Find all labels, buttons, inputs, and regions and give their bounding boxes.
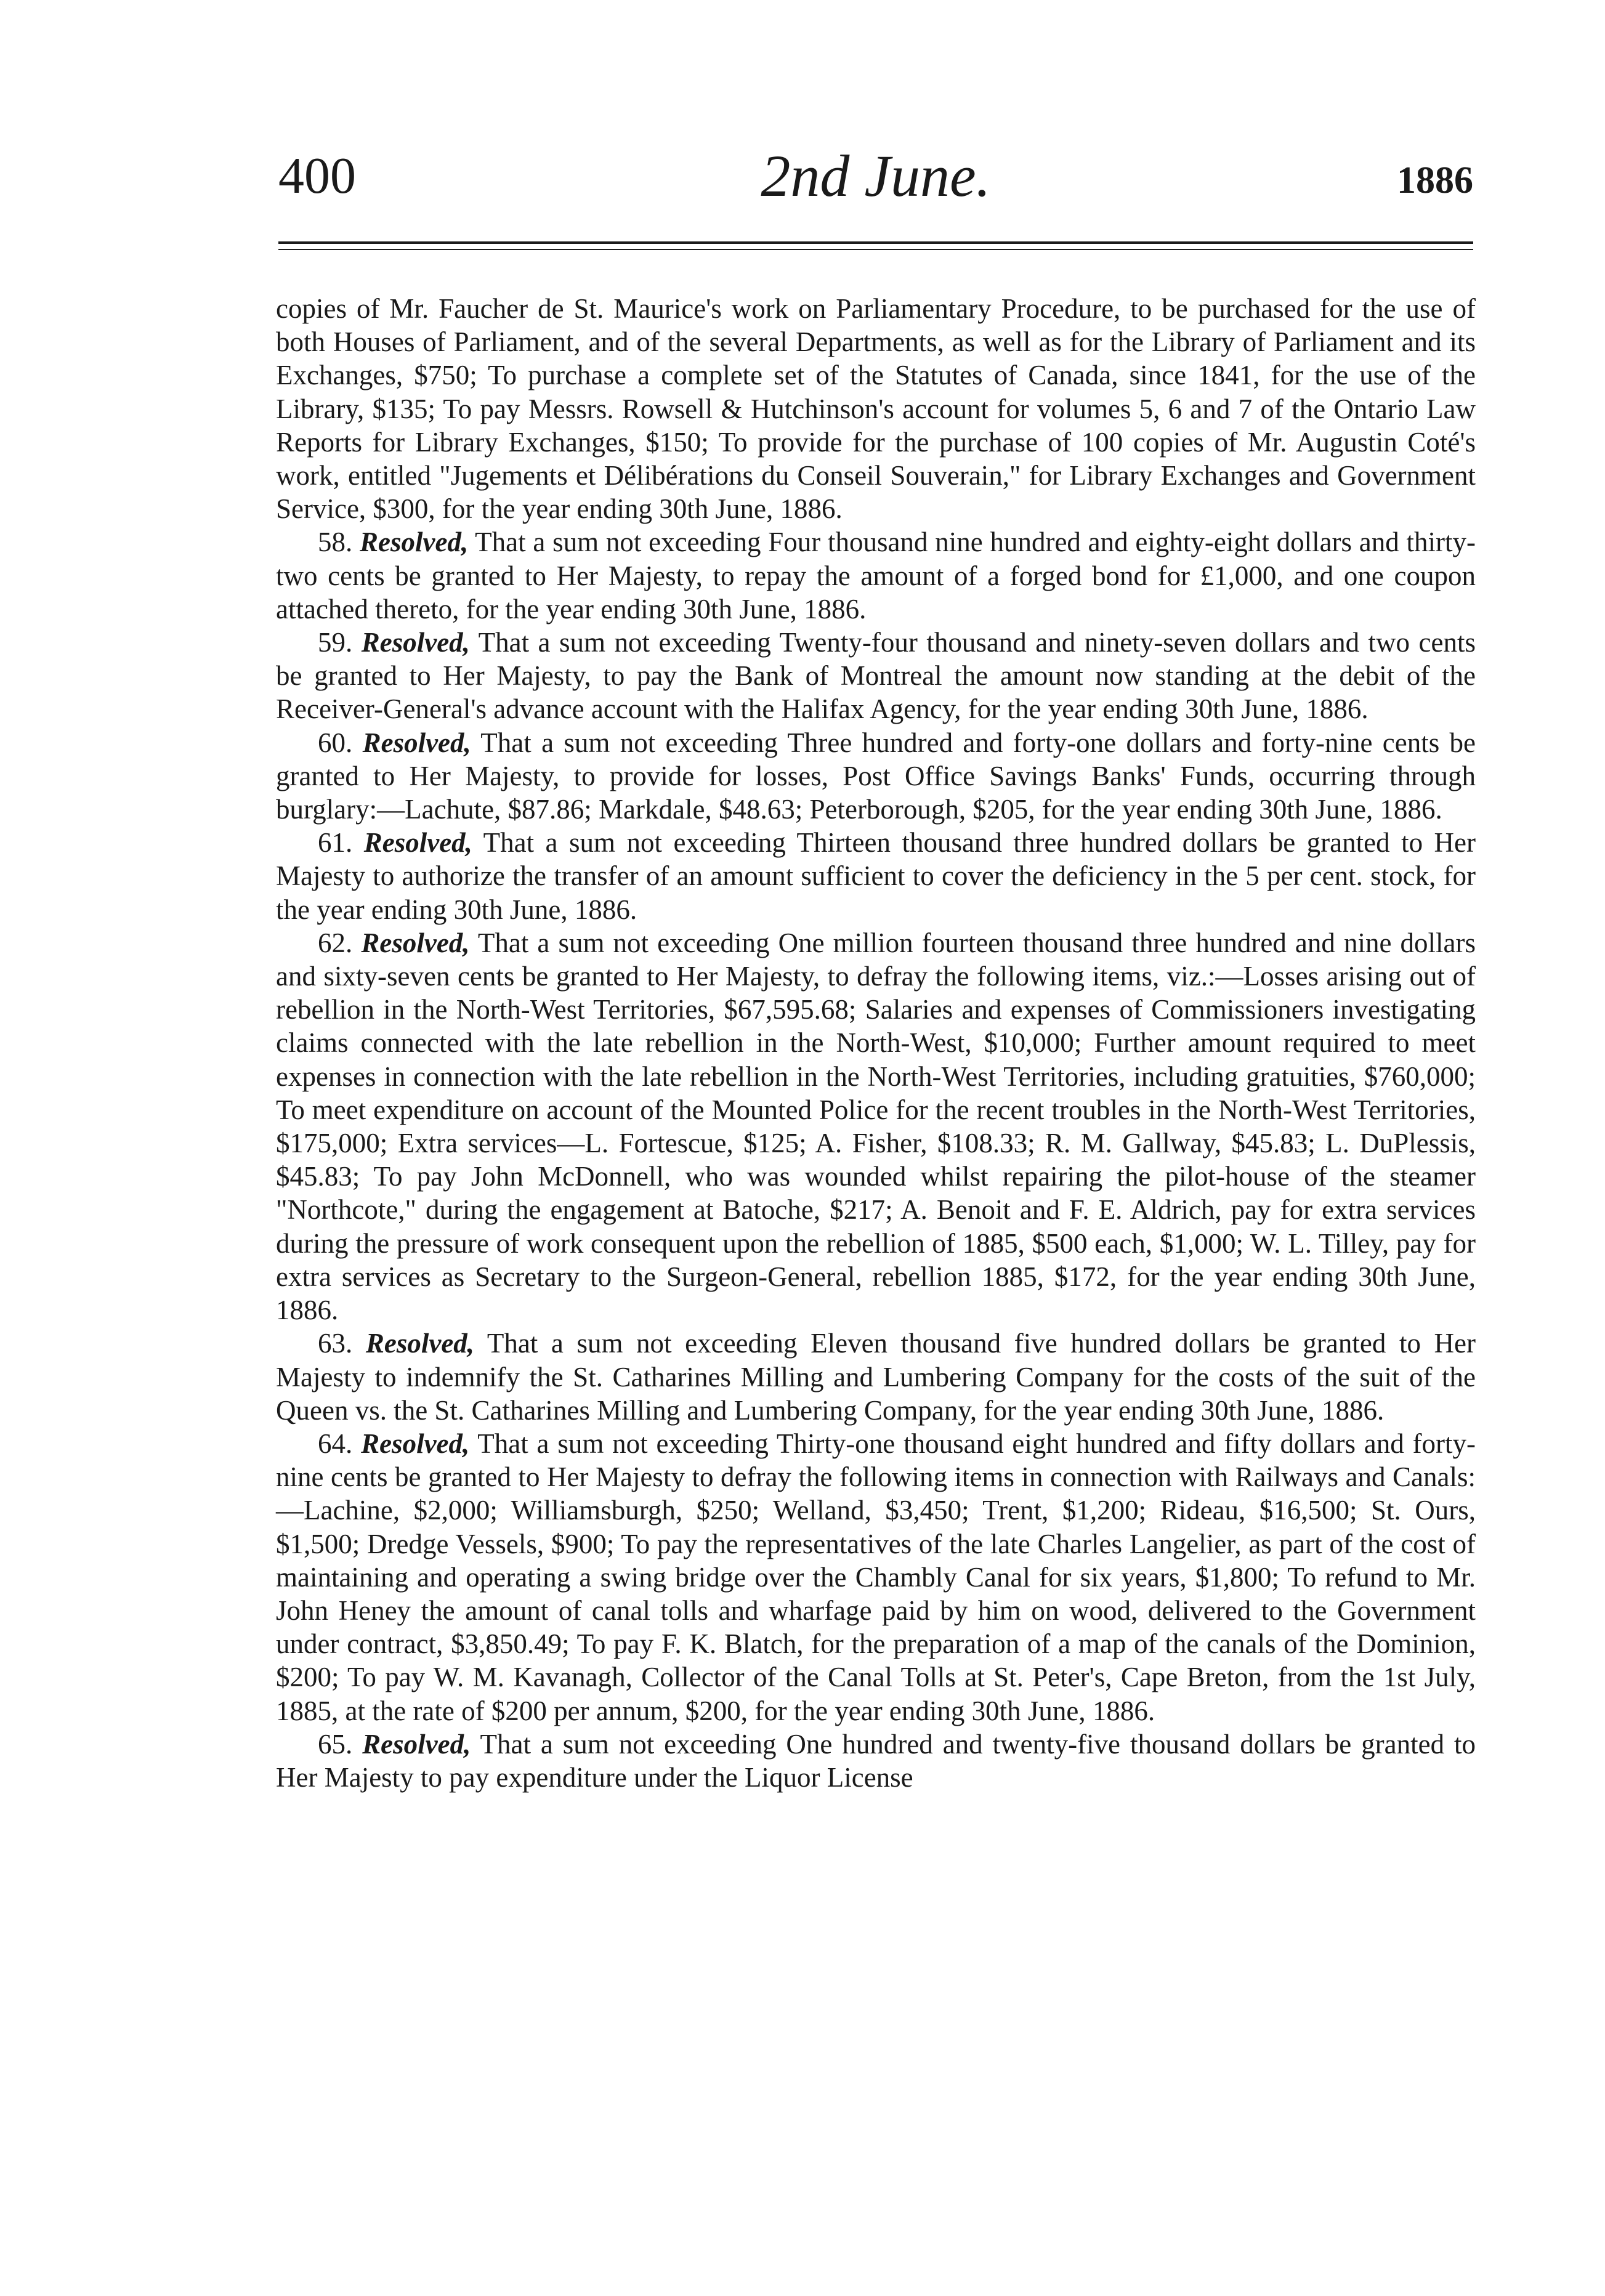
resolution-62: [276, 926, 1476, 1327]
resolution-60: [276, 726, 1476, 827]
resolution-number: 61.: [318, 827, 353, 859]
resolution-text: That a sum not exceeding One hundred and twenty-five thousand dollars be granted to Her Majesty to pay expenditure under the Liquor License: [276, 1728, 1476, 1793]
resolution-number: 63.: [318, 1328, 353, 1359]
resolution-text: That a sum not exceeding Twenty-four thousand and ninety-seven dollars and two cents be granted to Her Majesty, to pay the Bank of Montreal the amount now standing at the debit of the Receiver-General's advance account with the Halifax Agency, for the year ending 30th June, 1886.: [276, 627, 1476, 725]
resolution-64: [276, 1427, 1476, 1728]
resolved-label: Resolved,: [361, 627, 470, 658]
resolved-label: Resolved,: [362, 1728, 471, 1760]
resolution-text: That a sum not exceeding Thirty-one thousand eight hundred and fifty dollars and forty-nine cents be granted to Her Majesty to defray the following items in connection with Railways and Canals:—Lachine, $2,000; Williamsburgh, $250; Welland, $3,450; Trent, $1,200; Rideau, $16,500; St. Ours, $1,500; Dredge Vessels, $900; To pay the representatives of the late Charles Langelier, as part of the cost of maintaining and operating a swing bridge over the Chambly Canal for six years, $1,800; To refund to Mr. John Heney the amount of canal tolls and wharfage paid by him on wood, delivered to the Government under contract, $3,850.49; To pay F. K. Blatch, for the preparation of a map of the canals of the Dominion, $200; To pay W. M. Kavanagh, Collector of the Canal Tolls at St. Peter's, Cape Breton, from the 1st July, 1885, at the rate of $200 per annum, $200, for the year ending 30th June, 1886.: [276, 1428, 1476, 1726]
resolution-text: That a sum not exceeding Eleven thousand five hundred dollars be granted to Her Majesty to indemnify the St. Catharines Milling and Lumbering Company for the costs of the suit of the Queen vs. the St. Catharines Milling and Lumbering Company, for the year ending 30th June, 1886.: [276, 1328, 1476, 1426]
header-rule: [278, 241, 1473, 250]
resolution-59: [276, 626, 1476, 726]
resolution-number: 60.: [318, 727, 353, 758]
page-year: 1886: [1397, 160, 1473, 201]
continuation-paragraph: copies of Mr. Faucher de St. Maurice's work on Parliamentary Procedure, to be purchased for the use of both Houses of Parliament, and of the several Departments, as well as for the Library of Parliament and its Exchanges, $750; To purchase a complete set of the Statutes of Canada, since 1841, for the use of the Library, $135; To pay Messrs. Rowsell & Hutchinson's account for volumes 5, 6 and 7 of the Ontario Law Reports for Library Exchanges, $150; To provide for the purchase of 100 copies of Mr. Augustin Coté's work, entitled "Jugements et Délibérations du Conseil Souverain," for Library Exchanges and Government Service, $300, for the year ending 30th June, 1886.: [276, 293, 1476, 525]
resolution-text: That a sum not exceeding Thirteen thousand three hundred dollars be granted to Her Majesty to authorize the transfer of an amount sufficient to cover the deficiency in the 5 per cent. stock, for the year ending 30th June, 1886.: [276, 827, 1476, 925]
resolved-label: Resolved,: [360, 527, 469, 558]
resolution-number: 59.: [318, 627, 353, 658]
resolved-label: Resolved,: [362, 727, 471, 758]
resolution-65: [276, 1728, 1476, 1794]
page-number: 400: [278, 147, 356, 204]
resolved-label: Resolved,: [361, 927, 470, 958]
resolution-number: 62.: [318, 927, 353, 958]
resolution-number: 58.: [318, 527, 353, 558]
resolved-label: Resolved,: [365, 1328, 475, 1359]
resolution-number: 64.: [318, 1428, 353, 1459]
resolution-61: [276, 826, 1476, 926]
resolution-text: That a sum not exceeding One million fourteen thousand three hundred and nine dollars and sixty-seven cents be granted to Her Majesty, to defray the following items, viz.:—Losses arising out of rebellion in the North-West Territories, $67,595.68; Salaries and expenses of Commissioners investigating claims connected with the late rebellion in the North-West, $10,000; Further amount required to meet expenses in connection with the late rebellion in the North-West Territories, including gratuities, $760,000; To meet expenditure on account of the Mounted Police for the recent troubles in the North-West Territories, $175,000; Extra services—L. Fortescue, $125; A. Fisher, $108.33; R. M. Gallway, $45.83; L. DuPlessis, $45.83; To pay John McDonnell, who was wounded whilst repairing the pilot-house of the steamer "Northcote," during the engagement at Batoche, $217; A. Benoit and F. E. Aldrich, pay for extra services during the pressure of work consequent upon the rebellion of 1885, $500 each, $1,000; W. L. Tilley, pay for extra services as Secretary to the Surgeon-General, rebellion 1885, $172, for the year ending 30th June, 1886.: [276, 927, 1476, 1326]
resolution-58: [276, 525, 1476, 626]
resolution-number: 65.: [318, 1728, 353, 1760]
resolution-63: [276, 1327, 1476, 1427]
resolution-text: That a sum not exceeding Four thousand nine hundred and eighty-eight dollars and thirty-two cents be granted to Her Majesty, to repay the amount of a forged bond for £1,000, and one coupon attached thereto, for the year ending 30th June, 1886.: [276, 527, 1476, 625]
running-head: [278, 139, 1473, 219]
journal-body: [276, 292, 1476, 1794]
resolved-label: Resolved,: [361, 1428, 470, 1459]
resolved-label: Resolved,: [363, 827, 472, 859]
page-date-heading: 2nd June.: [761, 143, 991, 209]
resolution-text: That a sum not exceeding Three hundred and forty-one dollars and forty-nine cents be granted to Her Majesty, to provide for losses, Post Office Savings Banks' Funds, occurring through burglary:—Lachute, $87.86; Markdale, $48.63; Peterborough, $205, for the year ending 30th June, 1886.: [276, 727, 1476, 825]
